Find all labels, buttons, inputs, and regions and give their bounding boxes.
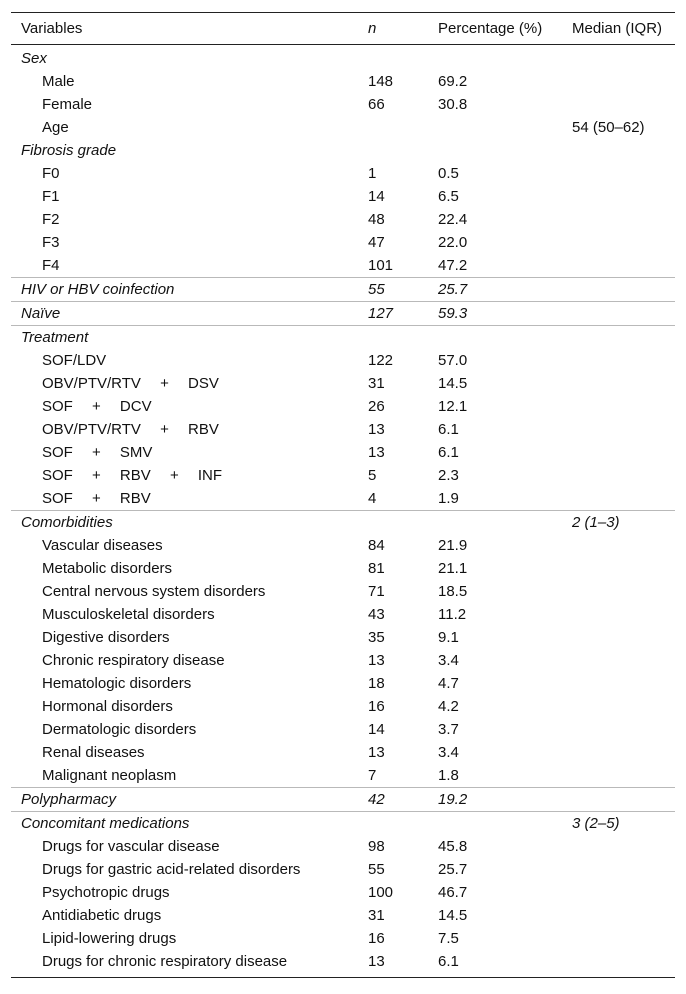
cell-n: 55 <box>368 861 385 878</box>
table-row <box>11 185 675 208</box>
cell-n: 4 <box>368 490 377 507</box>
cell-median <box>562 741 675 764</box>
table-row <box>11 764 675 788</box>
table-row <box>11 557 675 580</box>
cell-median: 3 (2–5) <box>562 812 675 836</box>
cell-variable: Malignant neoplasm <box>42 767 177 784</box>
cell-n: 31 <box>368 907 385 924</box>
cell-variable: HIV or HBV coinfection <box>11 278 358 302</box>
cell-n: 7 <box>368 767 377 784</box>
cell-percentage: 2.3 <box>438 467 459 484</box>
cell-median <box>562 904 675 927</box>
table-row <box>11 904 675 927</box>
cell-median <box>562 557 675 580</box>
cell-median <box>562 927 675 950</box>
table-row <box>11 464 675 487</box>
cell-variable: Musculoskeletal disorders <box>42 606 215 623</box>
cell-n: 13 <box>368 421 385 438</box>
cell-median <box>562 764 675 788</box>
cell-percentage: 57.0 <box>438 352 468 369</box>
cell-n: 84 <box>368 537 385 554</box>
cell-median <box>562 441 675 464</box>
cell-n: 98 <box>368 838 385 855</box>
cell-percentage: 14.5 <box>438 375 468 392</box>
cell-n <box>358 812 428 836</box>
cell-percentage: 1.8 <box>438 767 459 784</box>
cell-variable: F4 <box>42 257 60 274</box>
cell-n: 43 <box>368 606 385 623</box>
cell-n: 148 <box>368 73 394 90</box>
cell-percentage: 14.5 <box>438 907 468 924</box>
table-row <box>11 487 675 511</box>
cell-percentage: 6.1 <box>438 444 459 461</box>
cell-n: 13 <box>358 950 428 978</box>
cell-n: 13 <box>368 652 385 669</box>
table-row <box>11 208 675 231</box>
table-row <box>11 695 675 718</box>
table-row <box>11 649 675 672</box>
cell-n: 1 <box>368 165 377 182</box>
cell-variable: Drugs for chronic respiratory disease <box>11 950 358 978</box>
cell-variable: Dermatologic disorders <box>42 721 197 738</box>
table-row <box>11 326 675 350</box>
cell-percentage: 69.2 <box>438 73 468 90</box>
cell-median <box>562 626 675 649</box>
cell-n: 31 <box>368 375 385 392</box>
cell-n <box>358 511 428 535</box>
cell-percentage: 3.4 <box>438 652 459 669</box>
cell-median <box>562 93 675 116</box>
cell-percentage <box>428 116 562 139</box>
cell-variable: Treatment <box>11 326 358 350</box>
cell-variable: Digestive disorders <box>42 629 170 646</box>
characteristics-table <box>11 12 675 978</box>
table-body <box>11 45 675 978</box>
cell-median <box>562 326 675 350</box>
table-row <box>11 534 675 557</box>
table-row <box>11 950 675 978</box>
cell-percentage: 25.7 <box>438 861 468 878</box>
cell-n <box>358 326 428 350</box>
cell-median <box>562 534 675 557</box>
table-row <box>11 788 675 812</box>
table-row <box>11 858 675 881</box>
cell-median <box>562 788 675 812</box>
cell-variable: SOF + DCV <box>42 398 152 415</box>
cell-variable: OBV/PTV/RTV + DSV <box>42 375 219 392</box>
table-row <box>11 718 675 741</box>
cell-percentage: 22.0 <box>438 234 468 251</box>
cell-n: 48 <box>368 211 385 228</box>
cell-percentage: 0.5 <box>438 165 459 182</box>
cell-variable: Hematologic disorders <box>42 675 192 692</box>
cell-median <box>562 231 675 254</box>
cell-n: 35 <box>368 629 385 646</box>
cell-percentage: 59.3 <box>428 302 562 326</box>
cell-percentage: 18.5 <box>438 583 468 600</box>
table-row <box>11 418 675 441</box>
table-row <box>11 162 675 185</box>
cell-variable: Age <box>42 119 69 136</box>
table-header-row <box>11 13 675 45</box>
cell-median <box>562 487 675 511</box>
cell-percentage: 6.1 <box>438 421 459 438</box>
cell-percentage: 21.1 <box>438 560 468 577</box>
table-row <box>11 626 675 649</box>
cell-n <box>358 139 428 162</box>
cell-n: 16 <box>368 930 385 947</box>
cell-variable: Concomitant medications <box>11 812 358 836</box>
table-row <box>11 881 675 904</box>
cell-percentage: 3.4 <box>438 744 459 761</box>
cell-n: 66 <box>368 96 385 113</box>
cell-variable: Sex <box>21 50 47 67</box>
cell-n: 18 <box>368 675 385 692</box>
cell-variable: Female <box>42 96 93 113</box>
cell-n: 55 <box>358 278 428 302</box>
cell-variable: Fibrosis grade <box>21 142 117 159</box>
table-row <box>11 231 675 254</box>
cell-variable: F3 <box>42 234 60 251</box>
cell-n: 26 <box>368 398 385 415</box>
cell-variable: Hormonal disorders <box>42 698 173 715</box>
cell-n: 101 <box>368 257 394 274</box>
cell-median <box>562 162 675 185</box>
cell-median <box>562 418 675 441</box>
cell-n: 42 <box>358 788 428 812</box>
cell-n: 14 <box>368 188 385 205</box>
cell-variable: SOF + RBV <box>42 490 151 507</box>
cell-n: 16 <box>368 698 385 715</box>
cell-variable: Polypharmacy <box>11 788 358 812</box>
cell-percentage: 6.5 <box>438 188 459 205</box>
cell-variable: SOF + RBV + INF <box>42 467 223 484</box>
cell-n <box>358 45 428 71</box>
cell-median <box>562 70 675 93</box>
cell-percentage <box>428 326 562 350</box>
cell-n: 100 <box>368 884 394 901</box>
cell-median: 2 (1–3) <box>562 511 675 535</box>
cell-median <box>562 603 675 626</box>
table-row <box>11 835 675 858</box>
cell-variable: Vascular diseases <box>42 537 163 554</box>
cell-variable: OBV/PTV/RTV + RBV <box>42 421 219 438</box>
cell-percentage: 9.1 <box>438 629 459 646</box>
cell-percentage: 11.2 <box>438 606 467 623</box>
cell-variable: Drugs for vascular disease <box>42 838 220 855</box>
table-row <box>11 93 675 116</box>
cell-percentage: 19.2 <box>428 788 562 812</box>
cell-percentage: 21.9 <box>438 537 468 554</box>
cell-median <box>562 672 675 695</box>
cell-median <box>562 208 675 231</box>
cell-n: 5 <box>368 467 377 484</box>
cell-variable: Lipid-lowering drugs <box>42 930 177 947</box>
cell-percentage <box>428 45 562 71</box>
cell-median <box>562 649 675 672</box>
cell-percentage: 25.7 <box>428 278 562 302</box>
table-row <box>11 372 675 395</box>
cell-percentage: 7.5 <box>438 930 459 947</box>
table-row <box>11 672 675 695</box>
cell-percentage: 45.8 <box>438 838 468 855</box>
cell-variable: Drugs for gastric acid-related disorders <box>42 861 301 878</box>
cell-percentage <box>428 139 562 162</box>
table-row <box>11 580 675 603</box>
cell-variable: F0 <box>42 165 60 182</box>
cell-percentage: 1.9 <box>438 490 459 507</box>
cell-median <box>562 695 675 718</box>
cell-median <box>562 835 675 858</box>
cell-median <box>562 45 675 71</box>
cell-median <box>562 278 675 302</box>
cell-variable: Chronic respiratory disease <box>42 652 225 669</box>
cell-n: 81 <box>368 560 385 577</box>
table-row <box>11 511 675 535</box>
table-row <box>11 70 675 93</box>
cell-variable: SOF/LDV <box>42 352 107 369</box>
table-row <box>11 441 675 464</box>
cell-median <box>562 302 675 326</box>
table-row <box>11 603 675 626</box>
cell-median <box>562 349 675 372</box>
cell-percentage: 4.2 <box>438 698 459 715</box>
header-percentage: Percentage (%) <box>428 13 562 45</box>
cell-percentage: 30.8 <box>438 96 468 113</box>
header-variables: Variables <box>11 13 358 45</box>
cell-median <box>562 881 675 904</box>
cell-variable: Renal diseases <box>42 744 145 761</box>
cell-variable: Naïve <box>11 302 358 326</box>
table-row <box>11 349 675 372</box>
cell-median <box>562 950 675 978</box>
cell-variable: Psychotropic drugs <box>42 884 170 901</box>
cell-n <box>358 116 428 139</box>
cell-percentage: 3.7 <box>438 721 459 738</box>
cell-variable: Central nervous system disorders <box>42 583 266 600</box>
cell-median: 54 (50–62) <box>572 119 645 136</box>
table-row <box>11 395 675 418</box>
header-median: Median (IQR) <box>562 13 675 45</box>
cell-median <box>562 580 675 603</box>
table-row <box>11 116 675 139</box>
cell-variable: F2 <box>42 211 60 228</box>
cell-median <box>562 139 675 162</box>
cell-percentage: 4.7 <box>438 675 459 692</box>
cell-n: 71 <box>368 583 385 600</box>
cell-variable: Comorbidities <box>11 511 358 535</box>
cell-median <box>562 395 675 418</box>
cell-median <box>562 254 675 278</box>
cell-n: 122 <box>368 352 394 369</box>
cell-percentage: 22.4 <box>438 211 468 228</box>
cell-variable: F1 <box>42 188 60 205</box>
table-row <box>11 139 675 162</box>
cell-n: 13 <box>368 444 385 461</box>
table-row <box>11 45 675 71</box>
cell-variable: Metabolic disorders <box>42 560 173 577</box>
cell-n: 14 <box>368 721 385 738</box>
table-row <box>11 927 675 950</box>
table-row <box>11 278 675 302</box>
cell-variable: Antidiabetic drugs <box>42 907 162 924</box>
cell-percentage: 6.1 <box>428 950 562 978</box>
cell-percentage: 47.2 <box>438 257 468 274</box>
table-row <box>11 254 675 278</box>
cell-n: 127 <box>358 302 428 326</box>
cell-variable: SOF + SMV <box>42 444 153 461</box>
cell-median <box>562 372 675 395</box>
table-row <box>11 302 675 326</box>
cell-percentage <box>428 812 562 836</box>
cell-n: 13 <box>368 744 385 761</box>
cell-variable: Male <box>42 73 75 90</box>
cell-percentage: 46.7 <box>438 884 468 901</box>
cell-percentage: 12.1 <box>438 398 468 415</box>
cell-median <box>562 185 675 208</box>
table-row <box>11 741 675 764</box>
cell-percentage <box>428 511 562 535</box>
cell-median <box>562 858 675 881</box>
cell-n: 47 <box>368 234 385 251</box>
cell-median <box>562 464 675 487</box>
table-row <box>11 812 675 836</box>
header-n: n <box>358 13 428 45</box>
cell-median <box>562 718 675 741</box>
